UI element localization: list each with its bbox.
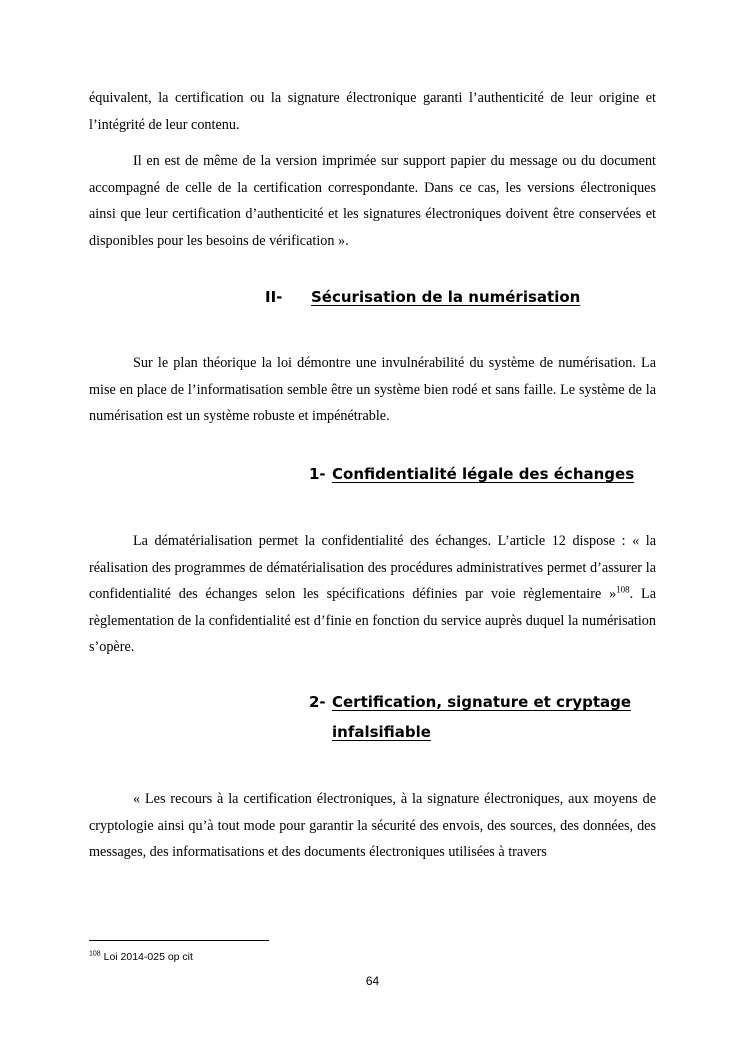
paragraph-text: Sur le plan théorique la loi démontre une invulnérabilité du système de numérisation. La mise en place de l’informatisation semble être un système bien rodé et sans faille. Le système de la numérisation est un système robuste et impénétrable. <box>89 355 656 424</box>
footnote-marker: 108 <box>89 950 101 958</box>
subsection-title: Confidentialité légale des échanges <box>332 465 635 483</box>
subsection-number: 2- <box>309 693 326 711</box>
footnote <box>89 950 193 964</box>
section-heading <box>265 282 580 312</box>
page-number: 64 <box>365 974 380 988</box>
paragraph-dematerialisation <box>89 528 656 661</box>
paragraph-text: . La règlementation de la confidentialité est d’finie en fonction du service auprès duquel la numérisation s’opère. <box>89 586 656 655</box>
subsection-title-line2: infalsifiable <box>332 723 431 741</box>
subsection-heading-2 <box>309 687 631 747</box>
paragraph-text: « Les recours à la certification électroniques, à la signature électroniques, aux moyens de cryptologie ainsi qu’à tout mode pour garantir la sécurité des envois, des sources, des données, des messages, des informatisations et des documents électroniques utilisées à travers <box>89 791 656 860</box>
paragraph-printed-version <box>89 148 656 254</box>
paragraph-text: équivalent, la certification ou la signature électronique garanti l’authenticité de leur origine et l’intégrité de leur contenu. <box>89 90 656 133</box>
paragraph-text: Il en est de même de la version imprimée sur support papier du message ou du document accompagné de celle de la certification correspondante. Dans ce cas, les versions électroniques ainsi que leur certification d’authenticité et les signatures électroniques doivent être conservées et disponibles pour les besoins de vérification ». <box>89 153 656 249</box>
section-title: Sécurisation de la numérisation <box>311 288 581 306</box>
paragraph-text: La dématérialisation permet la confidentialité des échanges. L’article 12 dispose : « la réalisation des programmes de dématérialisation des procédures administratives permet d’assurer la confidentialité des échanges selon les spécifications définies par voie règlementaire » <box>89 533 656 602</box>
subsection-number: 1- <box>309 465 326 483</box>
footnote-separator <box>89 940 269 941</box>
paragraph-theory <box>89 350 656 430</box>
section-number: II- <box>265 288 283 306</box>
footnote-reference: 108 <box>616 584 630 595</box>
paragraph-continuation <box>89 85 656 138</box>
subsection-heading-1 <box>309 459 634 489</box>
subsection-title-line1: Certification, signature et cryptage <box>332 693 632 711</box>
footnote-text: Loi 2014-025 op cit <box>103 951 193 963</box>
paragraph-quotation <box>89 786 656 866</box>
